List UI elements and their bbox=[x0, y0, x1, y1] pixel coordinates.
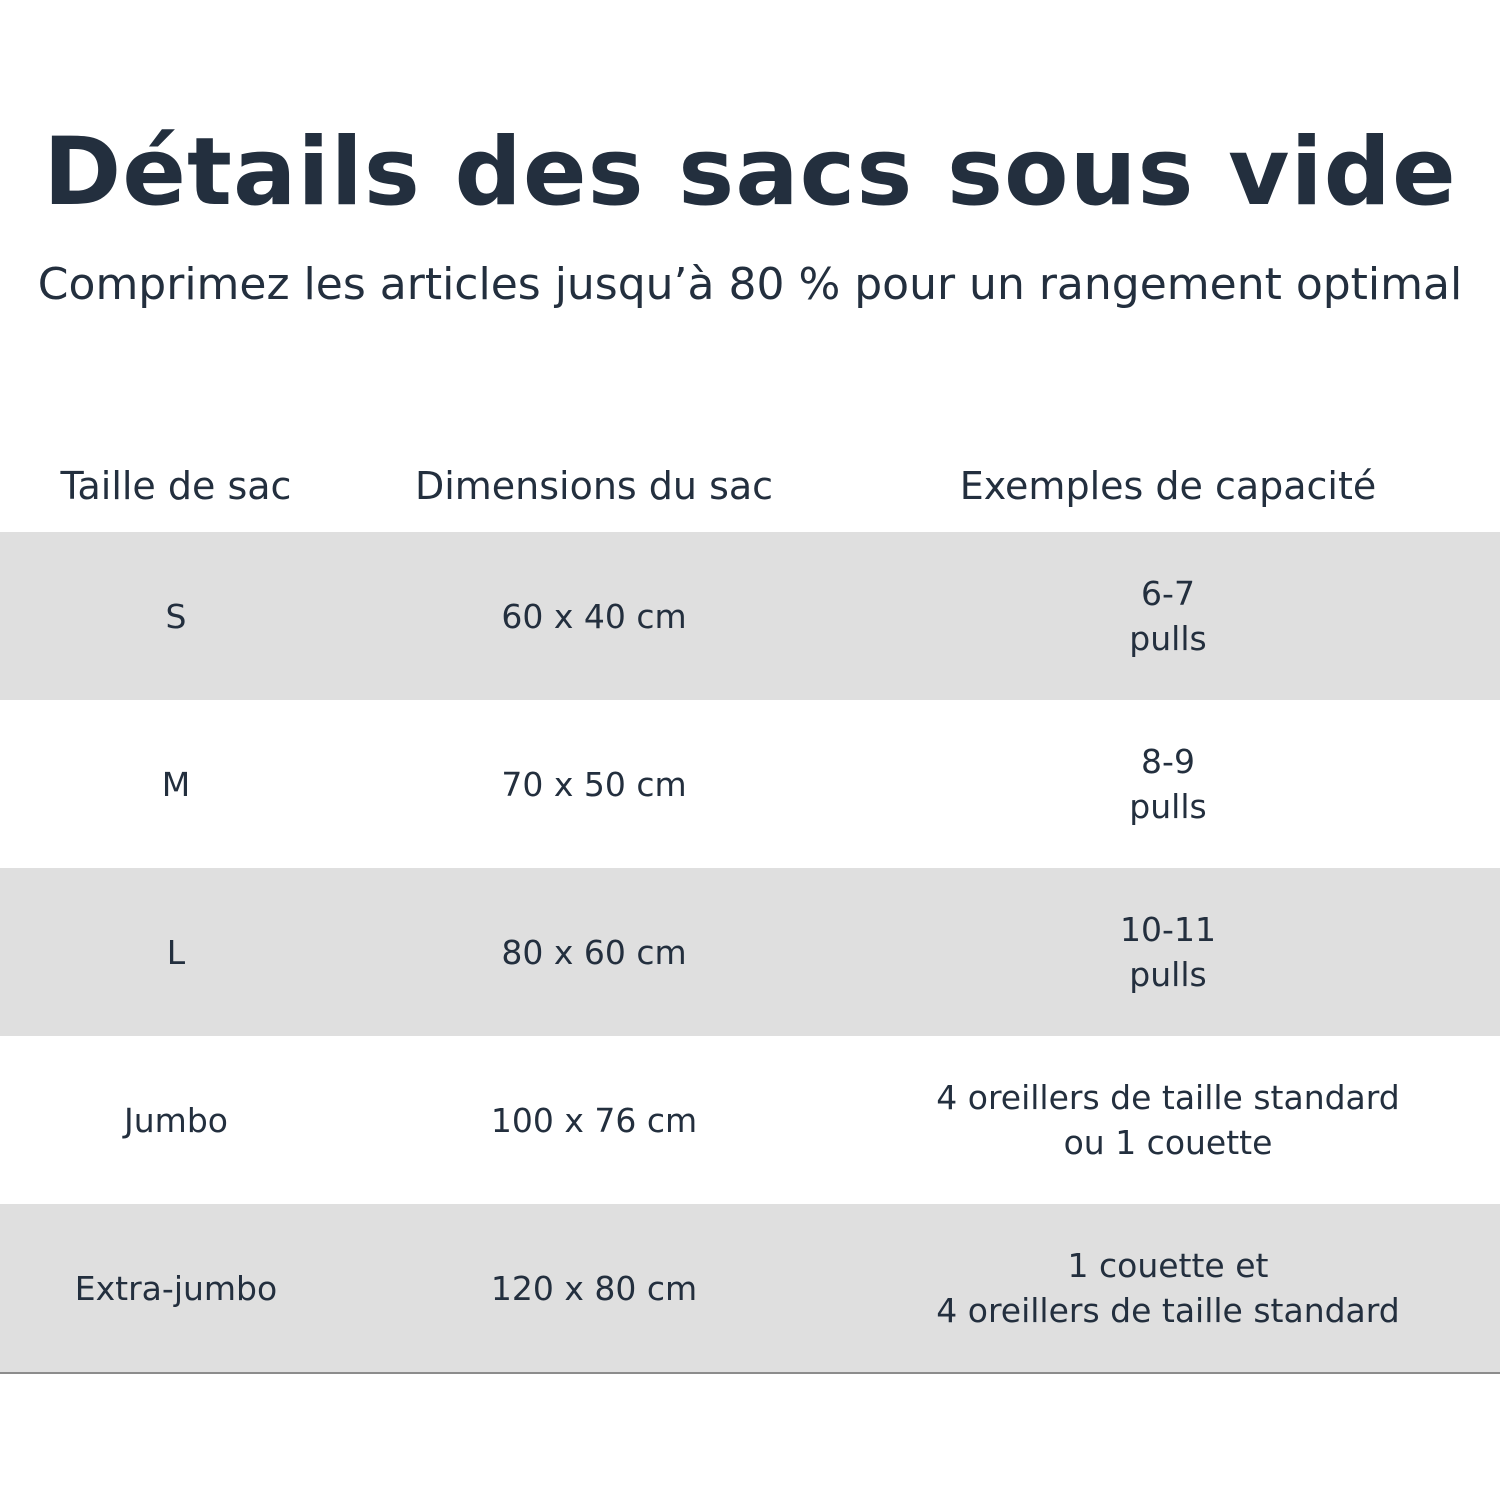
size-cell: Jumbo bbox=[124, 1100, 228, 1140]
table-row bbox=[0, 700, 1500, 868]
dimensions-cell: 120 x 80 cm bbox=[490, 1268, 698, 1308]
table-row bbox=[0, 1204, 1500, 1372]
capacity-cell bbox=[836, 739, 1500, 829]
size-cell: Extra-jumbo bbox=[74, 1268, 278, 1308]
size-cell: L bbox=[166, 932, 186, 972]
dimensions-cell: 80 x 60 cm bbox=[501, 932, 687, 972]
dimensions-cell: 60 x 40 cm bbox=[501, 596, 687, 636]
size-cell: M bbox=[161, 764, 191, 804]
capacity-line: 1 couette et bbox=[1067, 1246, 1269, 1285]
page-title: Détails des sacs sous vide bbox=[43, 118, 1457, 227]
capacity-cell bbox=[836, 907, 1500, 997]
capacity-line: 10-11 bbox=[1120, 910, 1216, 949]
table-row bbox=[0, 532, 1500, 700]
page-subtitle: Comprimez les articles jusqu’à 80 % pour un rangement optimal bbox=[37, 259, 1463, 310]
capacity-cell bbox=[836, 571, 1500, 661]
capacity-cell bbox=[836, 1075, 1500, 1165]
capacity-cell bbox=[836, 1243, 1500, 1333]
header-dimensions: Dimensions du sac bbox=[414, 464, 774, 508]
table-bottom-divider bbox=[0, 1372, 1500, 1374]
capacity-line: 8-9 bbox=[1141, 742, 1195, 781]
dimensions-cell: 100 x 76 cm bbox=[490, 1100, 698, 1140]
capacity-line: pulls bbox=[1129, 619, 1207, 658]
dimensions-cell: 70 x 50 cm bbox=[501, 764, 687, 804]
header-capacity: Exemples de capacité bbox=[959, 464, 1377, 508]
capacity-line: pulls bbox=[1129, 955, 1207, 994]
table-row bbox=[0, 868, 1500, 1036]
header-size: Taille de sac bbox=[60, 464, 292, 508]
capacity-line: pulls bbox=[1129, 787, 1207, 826]
capacity-line: 4 oreillers de taille standard bbox=[936, 1291, 1400, 1330]
table-header bbox=[0, 440, 1500, 532]
table-row bbox=[0, 1036, 1500, 1204]
size-cell: S bbox=[165, 596, 187, 636]
capacity-line: 6-7 bbox=[1141, 574, 1195, 613]
capacity-line: 4 oreillers de taille standard bbox=[936, 1078, 1400, 1117]
capacity-line: ou 1 couette bbox=[1063, 1123, 1273, 1162]
size-table bbox=[0, 440, 1500, 1374]
